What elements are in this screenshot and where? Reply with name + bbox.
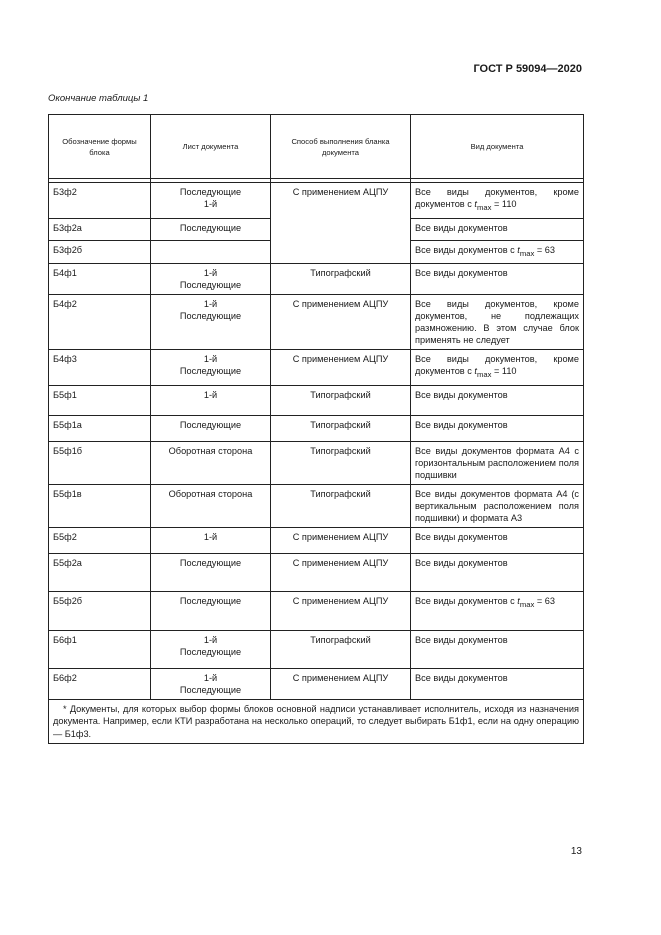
cell-method: Типографский [271, 415, 411, 441]
cell-doc-type: Все виды документов [411, 263, 584, 294]
cell-code: Б5ф1в [49, 484, 151, 527]
table-row [49, 415, 584, 441]
cell-method: Типографский [271, 263, 411, 294]
table-header-row [49, 115, 584, 179]
doc-text: Все виды документов с [415, 595, 518, 606]
cell-doc-type: Все виды документов [411, 668, 584, 699]
max-subscript: max [476, 369, 492, 379]
cell-sheet: Последующие [151, 415, 271, 441]
cell-method: С применением АЦПУ [271, 668, 411, 699]
cell-method: С применением АЦПУ [271, 553, 411, 591]
cell-method: С применением АЦПУ [271, 183, 411, 264]
t-variable: t [474, 199, 477, 209]
cell-doc-type [411, 183, 584, 219]
blocks-table [48, 114, 584, 744]
table-row [49, 441, 584, 484]
cell-sheet: Последующие [151, 591, 271, 630]
cell-sheet: 1-й Последующие [151, 349, 271, 385]
cell-doc-type: Все виды документов [411, 527, 584, 553]
doc-value: = 110 [491, 199, 517, 209]
cell-method: С применением АЦПУ [271, 591, 411, 630]
doc-value: = 63 [534, 245, 556, 255]
column-header-code: Обозначение формы блока [49, 115, 151, 179]
cell-code: Б6ф2 [49, 668, 151, 699]
table-row [49, 630, 584, 668]
cell-code: Б5ф1а [49, 415, 151, 441]
cell-code: Б5ф2а [49, 553, 151, 591]
doc-text: Все виды документов с [415, 245, 518, 255]
table-row [49, 385, 584, 415]
table-caption: Окончание таблицы 1 [48, 93, 149, 104]
table-row [49, 668, 584, 699]
cell-sheet: 1-й [151, 385, 271, 415]
max-subscript: max [519, 248, 535, 258]
cell-sheet: Оборотная сторона [151, 484, 271, 527]
doc-text: Все виды документов, кроме документов с [415, 187, 579, 209]
document-standard-header: ГОСТ Р 59094—2020 [473, 63, 582, 75]
cell-code: Б6ф1 [49, 630, 151, 668]
cell-sheet: 1-й Последующие [151, 668, 271, 699]
cell-sheet: Последующие 1-й [151, 183, 271, 219]
column-header-method: Способ выполнения бланка документа [271, 115, 411, 179]
cell-doc-type: Все виды документов [411, 630, 584, 668]
max-subscript: max [519, 599, 535, 609]
cell-method: С применением АЦПУ [271, 349, 411, 385]
cell-sheet: Оборотная сторона [151, 441, 271, 484]
cell-doc-type: Все виды документов формата А4 с горизонтальным расположением поля подшивки [411, 441, 584, 484]
cell-code: Б5ф2б [49, 591, 151, 630]
table-row [49, 263, 584, 294]
cell-doc-type [411, 349, 584, 385]
cell-code: Б3ф2 [49, 183, 151, 219]
cell-doc-type: Все виды документов [411, 219, 584, 241]
table-row [49, 349, 584, 385]
doc-value: = 110 [491, 365, 517, 376]
cell-doc-type [411, 241, 584, 264]
cell-method: Типографский [271, 484, 411, 527]
table-footnote [49, 699, 584, 744]
t-variable: t [517, 595, 520, 606]
cell-code: Б4ф2 [49, 294, 151, 349]
page-number: 13 [570, 846, 582, 857]
cell-sheet: 1-й [151, 527, 271, 553]
footnote-text: * Документы, для которых выбор формы блоков основной надписи устанавливает исполнитель, исходя из назначения документа. Например, если КТИ разработана на несколько операций, то следует выбирать Б1ф1, если на одну операцию — Б1ф3. [53, 703, 579, 739]
cell-method: Типографский [271, 630, 411, 668]
cell-method: Типографский [271, 385, 411, 415]
cell-doc-type: Все виды документов формата А4 (с вертикальным расположением поля подшивки) и формата А3 [411, 484, 584, 527]
cell-code: Б5ф1 [49, 385, 151, 415]
cell-code: Б5ф1б [49, 441, 151, 484]
cell-doc-type: Все виды документов [411, 415, 584, 441]
table-row [49, 553, 584, 591]
cell-method: С применением АЦПУ [271, 294, 411, 349]
table-row [49, 484, 584, 527]
max-subscript: max [476, 202, 492, 212]
cell-code: Б3ф2б [49, 241, 151, 264]
cell-sheet [151, 241, 271, 264]
cell-sheet: 1-й Последующие [151, 263, 271, 294]
cell-sheet: Последующие [151, 219, 271, 241]
cell-doc-type [411, 591, 584, 630]
t-variable: t [474, 365, 477, 376]
t-variable: t [517, 245, 520, 255]
table-row [49, 527, 584, 553]
doc-text: Все виды документов, кроме документов с [415, 353, 579, 376]
cell-doc-type: Все виды документов [411, 553, 584, 591]
table-row [49, 591, 584, 630]
footnote-row [49, 699, 584, 744]
cell-method: Типографский [271, 441, 411, 484]
cell-method: С применением АЦПУ [271, 527, 411, 553]
column-header-sheet: Лист документа [151, 115, 271, 179]
doc-value: = 63 [534, 595, 556, 606]
table-row [49, 294, 584, 349]
cell-code: Б4ф3 [49, 349, 151, 385]
column-header-doc-type: Вид документа [411, 115, 584, 179]
cell-sheet: Последующие [151, 553, 271, 591]
table-row [49, 183, 584, 219]
cell-sheet: 1-й Последующие [151, 294, 271, 349]
cell-code: Б3ф2а [49, 219, 151, 241]
cell-code: Б5ф2 [49, 527, 151, 553]
cell-code: Б4ф1 [49, 263, 151, 294]
cell-sheet: 1-й Последующие [151, 630, 271, 668]
cell-doc-type: Все виды документов, кроме документов, не подлежащих размножению. В этом случае блок применять не следует [411, 294, 584, 349]
cell-doc-type: Все виды документов [411, 385, 584, 415]
